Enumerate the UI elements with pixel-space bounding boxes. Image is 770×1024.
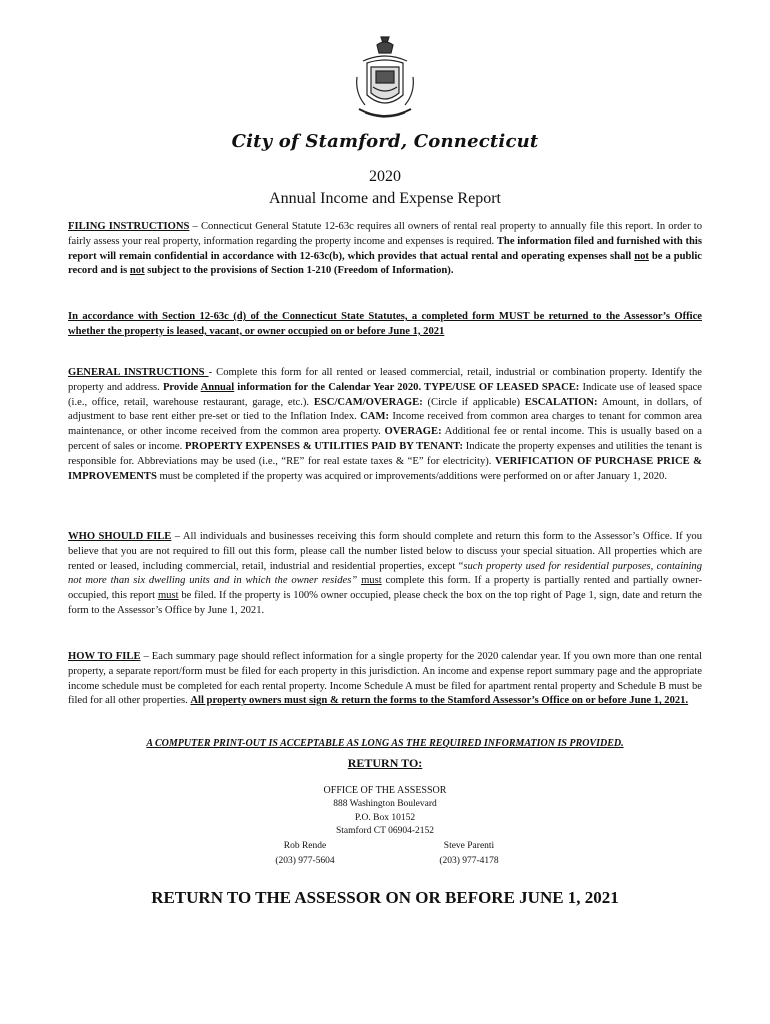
contact-phone: (203) 977-5604 (275, 856, 335, 866)
street-address: 888 Washington Boulevard (333, 799, 437, 809)
general-text-5: Income received from common area charges to tenant for common area maintenance, or other income received from the common area property. (68, 411, 702, 438)
general-bold-7: PROPERTY EXPENSES & UTILITIES PAID BY TENANT: (185, 440, 463, 452)
filing-confidential-2: be a public record and is (68, 250, 702, 277)
how-text: – Each summary page should reflect information for a single property for the 2020 calendar year. If you own more than one rental property, a separate report/form must be filed for each property in this jurisdiction. An income and expense report summary page and the appropriate income schedule must be completed for each rental property. Income Schedule A must be filed for apartment rental property and Schedule B must be filed for all other properties. (68, 651, 702, 707)
filing-not-1: not (634, 250, 649, 262)
general-bold-6: OVERAGE: (384, 426, 442, 438)
general-bold-8: VERIFICATION OF PURCHASE PRICE & IMPROVEMENTS (68, 455, 702, 482)
contact-rende (225, 839, 385, 869)
who-italic: such property used for residential purposes, containing not more than six dwelling units and in which the owner resides” (68, 560, 702, 587)
filing-heading: FILING INSTRUCTIONS (68, 221, 190, 232)
who-must-2: must (157, 590, 179, 602)
general-bold-1: Provide (162, 381, 201, 393)
how-bold: All property owners must sign & return the forms to the Stamford Assessor’s Office on or before June 1, 2021. (190, 695, 689, 707)
contact-phone: (203) 977-4178 (439, 856, 499, 866)
who-text-3: complete this form. If a property is partially rented and partially owner-occupied, this report (68, 575, 702, 602)
general-annual: Annual (200, 381, 235, 393)
deadline-banner: RETURN TO THE ASSESSOR ON OR BEFORE JUNE 1, 2021 (151, 888, 619, 907)
general-text-1: - Complete this form for all rented or leased commercial, retail, industrial or combination property. Identify the property and address. (68, 367, 702, 393)
general-text-2: Indicate use of leased space (i.e., office, retail, warehouse restaurant, garage, etc.). (68, 381, 702, 408)
who-text-4: be filed. If the property is 100% owner occupied, please check the box on the top right of Page 1, sign, date and return the form to the Assessor’s Office by June 1, 2021. (68, 590, 702, 616)
report-year: 2020 (369, 168, 401, 185)
office-name: OFFICE OF THE ASSESSOR (323, 785, 447, 796)
report-title: Annual Income and Expense Report (269, 190, 501, 207)
filing-not-2: not (129, 265, 145, 277)
general-text-6: Additional fee or rental income. This is usually based on a percent of sales or income. (68, 426, 702, 452)
contact-name: Rob Rende (283, 841, 327, 851)
filing-confidential-3: subject to the provisions of Section 1-210 (Freedom of Information). (144, 265, 454, 277)
who-heading: WHO SHOULD FILE (68, 531, 172, 542)
how-heading: HOW TO FILE (68, 651, 141, 662)
how-to-file (68, 650, 702, 709)
city-title: City of Stamford, Connecticut (231, 131, 539, 152)
return-to-label: RETURN TO: (347, 756, 423, 770)
general-text-7: Indicate the property expenses and utilities the tenant is responsible for. Abbreviations may be used (i.e., “RE” for real estate taxes & “E” for electricity). (68, 440, 702, 467)
filing-confidential: The information filed and furnished with this report will remain confidential in accordance with 12-63c(b), which provides that actual rental and operating expenses shall (68, 235, 702, 262)
who-should-file (68, 530, 702, 619)
general-bold-5: CAM: (360, 411, 389, 423)
general-bold-2: information for the Calendar Year 2020. TYPE/USE OF LEASED SPACE: (234, 381, 580, 393)
general-heading: GENERAL INSTRUCTIONS (68, 367, 209, 378)
contact-name: Steve Parenti (443, 841, 495, 851)
city-seal-logo (353, 33, 417, 125)
who-must-1: must (361, 575, 382, 587)
general-text-3: (Circle if applicable) (422, 396, 525, 408)
statute-notice: In accordance with Section 12-63c (d) of the Connecticut State Statutes, a completed form MUST be returned to the Assessor’s Office whether the property is leased, vacant, or owner occupied on or before June 1, 2021 (68, 311, 702, 337)
po-box: P.O. Box 10152 (354, 813, 416, 823)
filing-text: – Connecticut General Statute 12-63c requires all owners of rental real property to annually file this report. In order to fairly assess your real property, information regarding the property income and expenses is required. (68, 221, 702, 247)
filing-instructions (68, 220, 702, 279)
computer-printout-note: A COMPUTER PRINT-OUT IS ACCEPTABLE AS LONG AS THE REQUIRED INFORMATION IS PROVIDED. (146, 738, 624, 749)
contact-parenti (389, 839, 549, 869)
city-zip: Stamford CT 06904-2152 (336, 826, 434, 836)
who-text-1: – All individuals and businesses receiving this form should complete and return this form to the Assessor’s Office. If you believe that you are not required to fill out this form, please call the number listed below to discuss your special situation. All properties which are rented or leased, including commercial, retail, industrial and residential properties, except “ (68, 531, 703, 572)
general-instructions (68, 366, 702, 484)
general-bold-4: ESCALATION: (524, 396, 598, 408)
general-bold-3: ESC/CAM/OVERAGE: (313, 396, 423, 408)
general-text-4: Amount, in dollars, of adjustment to base rent either pre-set or tied to the Inflation Index. (68, 396, 702, 423)
general-text-8: must be completed if the property was acquired or improvements/additions were performed on or after January 1, 2020. (156, 470, 667, 482)
